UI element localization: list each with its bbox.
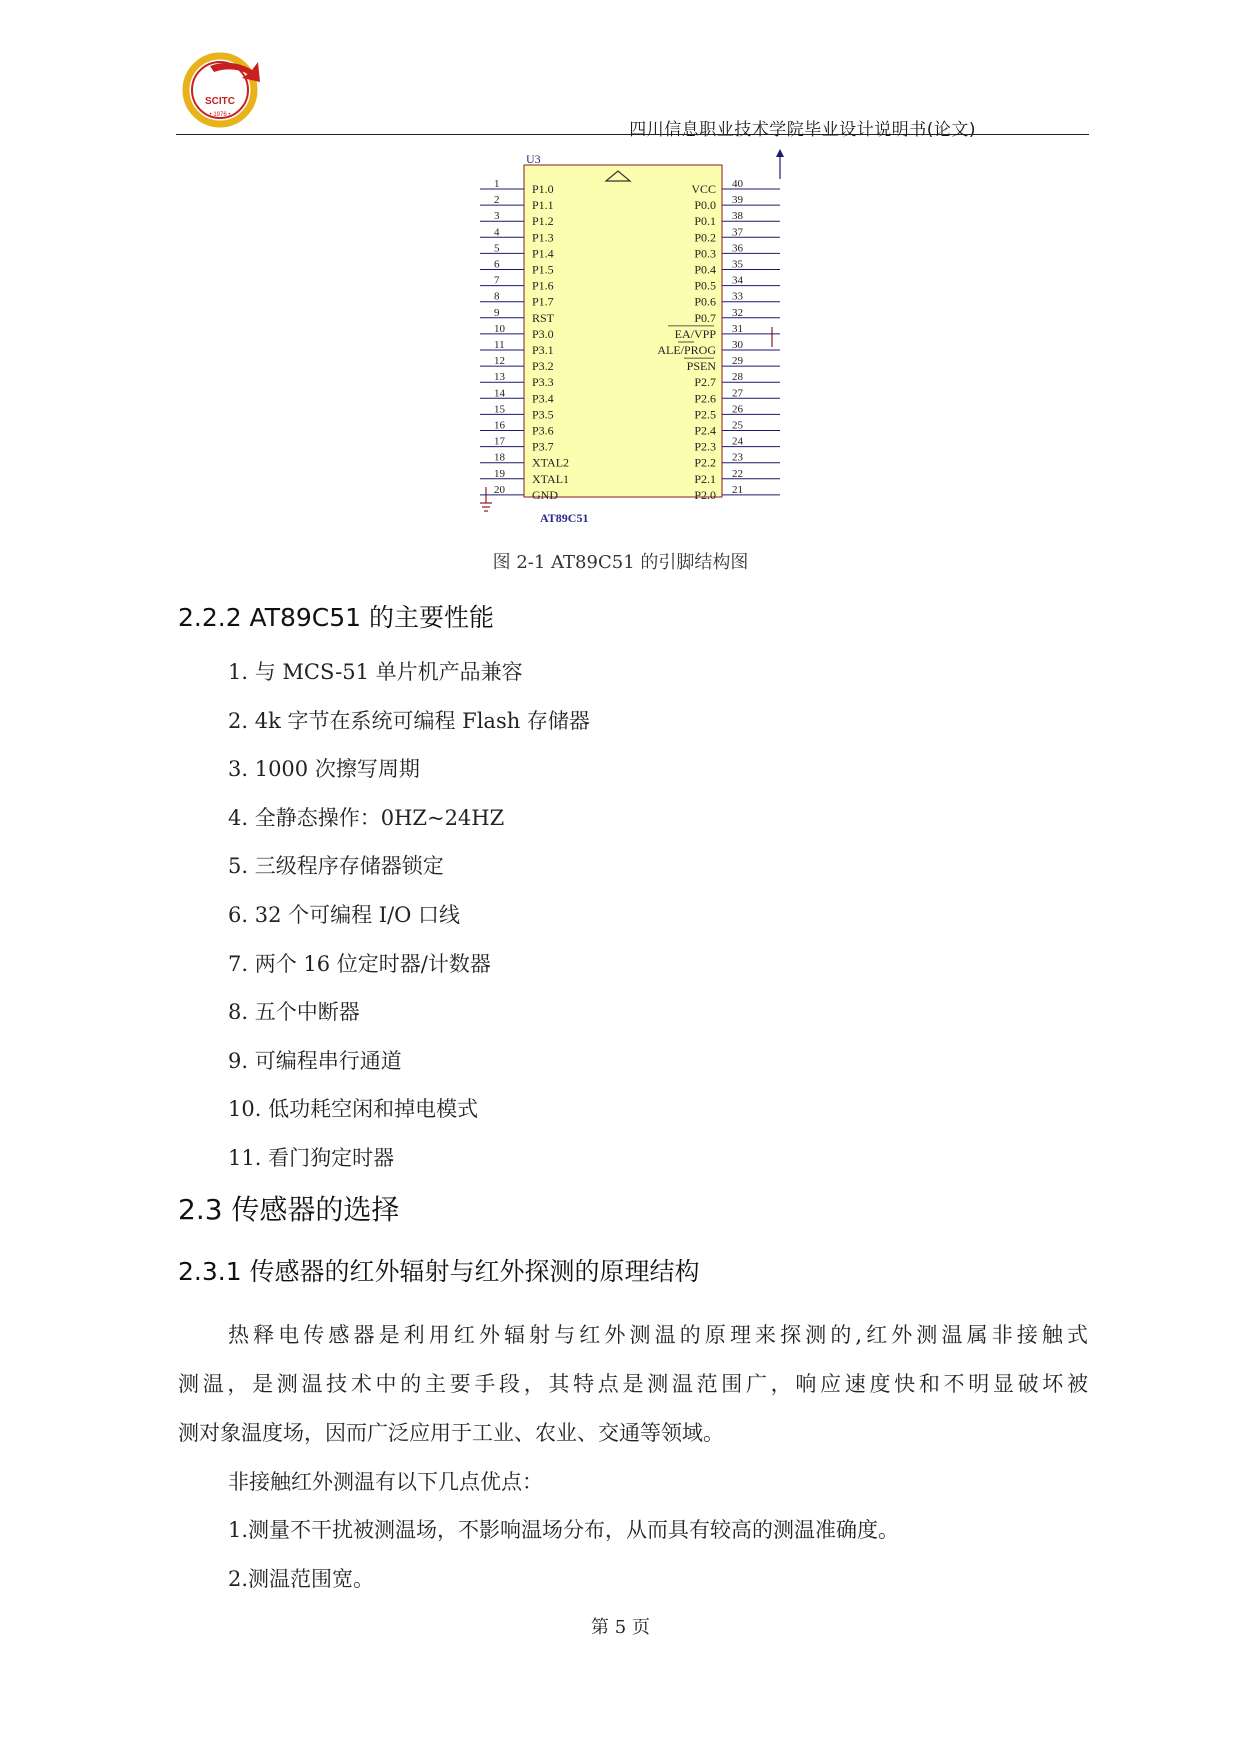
pin-number: 21 <box>732 483 743 496</box>
pin-name: RST <box>532 310 555 325</box>
pin-number: 24 <box>732 435 743 448</box>
pin-name: EA/VPP <box>674 326 716 341</box>
feature-item: 5. 三级程序存储器锁定 <box>228 854 444 879</box>
pin-number: 12 <box>494 355 505 368</box>
figure-caption: 图 2-1 AT89C51 的引脚结构图 <box>492 552 749 573</box>
feature-item: 8. 五个中断器 <box>228 1000 360 1025</box>
pin-number: 13 <box>494 371 505 384</box>
school-logo <box>180 48 266 128</box>
pin-name: P2.5 <box>694 407 716 422</box>
pin-name: P3.7 <box>532 439 554 454</box>
pin-number: 35 <box>732 258 743 271</box>
pin-number: 9 <box>494 306 500 319</box>
paragraph-line: 测对象温度场，因而广泛应用于工业、农业、交通等领域。 <box>178 1421 724 1445</box>
pin-number: 3 <box>494 210 500 223</box>
pin-name: P3.6 <box>532 423 554 438</box>
pin-number: 27 <box>732 387 743 400</box>
pin-name: P2.1 <box>694 471 716 486</box>
pin-number: 30 <box>732 339 743 351</box>
pin-name: P1.0 <box>532 182 554 196</box>
feature-item: 9. 可编程串行通道 <box>228 1048 402 1073</box>
svg-text:SCITC: SCITC <box>205 96 235 107</box>
pin-number: 34 <box>732 274 743 287</box>
pin-number: 29 <box>732 355 743 368</box>
pin-number: 16 <box>494 419 505 432</box>
pin-name: P3.4 <box>532 391 554 406</box>
paragraph-text: 非接触红外测温有以下几点优点： <box>228 1470 543 1494</box>
pin-name: P3.0 <box>532 326 554 341</box>
pin-name: P0.3 <box>694 246 716 261</box>
pin-name: P2.7 <box>694 375 716 390</box>
advantage-item: 1.测量不干扰被测温场，不影响温场分布，从而具有较高的测温准确度。 <box>228 1518 900 1542</box>
pin-name: P1.4 <box>532 246 554 261</box>
chip-name-label: AT89C51 <box>540 511 589 525</box>
pin-name: P1.3 <box>532 230 554 245</box>
pin-number: 37 <box>732 226 743 239</box>
svg-text:• 1976 •: • 1976 • <box>209 112 231 118</box>
pin-name: P1.5 <box>532 262 554 277</box>
pin-number: 33 <box>732 290 743 303</box>
pin-name: P0.5 <box>694 278 716 293</box>
section-heading-2-2-2: 2.2.2 AT89C51 的主要性能 <box>178 603 495 632</box>
pin-number: 8 <box>494 290 500 303</box>
feature-item: 1. 与 MCS-51 单片机产品兼容 <box>228 660 523 684</box>
pin-number: 2 <box>494 194 500 207</box>
pin-number: 32 <box>732 306 743 319</box>
pin-number: 38 <box>732 210 743 223</box>
pin-name: P0.1 <box>694 214 716 229</box>
pin-number: 19 <box>494 467 505 480</box>
pin-name: P2.6 <box>694 391 716 406</box>
pin-number: 11 <box>494 339 505 351</box>
pin-number: 4 <box>494 226 500 239</box>
paragraph-line: 测温，是测温技术中的主要手段，其特点是测温范围广，响应速度快和不明显破坏被 <box>178 1372 1088 1396</box>
pin-name: P3.1 <box>532 343 554 357</box>
section-heading-2-3-1: 2.3.1 传感器的红外辐射与红外探测的原理结构 <box>178 1257 700 1286</box>
pin-number: 18 <box>494 451 505 464</box>
pin-name: P2.3 <box>694 439 716 454</box>
feature-item: 3. 1000 次擦写周期 <box>228 757 420 782</box>
pin-name: VCC <box>691 182 716 196</box>
pin-name: P0.4 <box>694 262 716 277</box>
vcc-arrow-icon <box>776 149 784 157</box>
feature-item: 11. 看门狗定时器 <box>228 1146 395 1170</box>
pin-number: 15 <box>494 403 505 416</box>
pin-name: P3.3 <box>532 375 554 390</box>
pin-number: 10 <box>494 322 505 335</box>
pin-name: P0.2 <box>694 230 716 245</box>
pin-number: 22 <box>732 467 743 480</box>
header-divider <box>176 134 1089 135</box>
pin-name: P1.6 <box>532 278 554 293</box>
pin-name: P1.1 <box>532 198 554 213</box>
pin-number: 6 <box>494 258 500 271</box>
pin-name: P1.7 <box>532 294 554 309</box>
pin-number: 28 <box>732 371 743 384</box>
pin-number: 23 <box>732 451 743 464</box>
pin-name: P3.5 <box>532 407 554 422</box>
feature-item: 2. 4k 字节在系统可编程 Flash 存储器 <box>228 708 590 733</box>
pin-name: PSEN <box>686 359 716 374</box>
pin-name: P0.6 <box>694 294 716 309</box>
feature-item: 4. 全静态操作：0HZ~24HZ <box>228 805 505 830</box>
feature-item: 10. 低功耗空闲和掉电模式 <box>228 1097 479 1122</box>
paragraph-line: 热释电传感器是利用红外辐射与红外测温的原理来探测的,红外测温属非接触式 <box>228 1323 1088 1347</box>
pin-number: 5 <box>494 242 500 255</box>
at89c51-pin-diagram <box>478 147 788 530</box>
pin-number: 40 <box>732 178 743 190</box>
pin-number: 1 <box>494 178 500 190</box>
pin-name: P1.2 <box>532 214 554 229</box>
chip-ref-label: U3 <box>526 152 541 166</box>
pin-name: P0.0 <box>694 198 716 213</box>
pin-name: P2.0 <box>694 487 716 502</box>
section-heading-2-3: 2.3 传感器的选择 <box>178 1193 400 1226</box>
pin-number: 31 <box>732 322 743 335</box>
pin-number: 36 <box>732 242 743 255</box>
pin-number: 25 <box>732 419 743 432</box>
pin-number: 14 <box>494 387 505 400</box>
pin-name: P0.7 <box>694 310 716 325</box>
pin-name: P2.4 <box>694 423 716 438</box>
pin-name: XTAL2 <box>532 455 570 470</box>
advantage-item: 2.测温范围宽。 <box>228 1567 375 1591</box>
pin-number: 20 <box>494 483 505 496</box>
pin-name: P2.2 <box>694 455 716 470</box>
pin-name: ALE/PROG <box>657 343 716 357</box>
pin-number: 26 <box>732 403 743 416</box>
pin-name: P3.2 <box>532 359 554 374</box>
pin-number: 17 <box>494 435 505 448</box>
pin-name: XTAL1 <box>532 471 570 486</box>
pin-diagram-figure <box>478 147 788 530</box>
header-title: 四川信息职业技术学院毕业设计说明书(论文) <box>629 120 976 140</box>
pin-number: 39 <box>732 194 743 207</box>
pin-name: GND <box>532 487 558 502</box>
pin-number: 7 <box>494 274 500 287</box>
feature-item: 6. 32 个可编程 I/O 口线 <box>228 903 461 927</box>
page-number: 第 5 页 <box>591 1617 650 1638</box>
feature-item: 7. 两个 16 位定时器/计数器 <box>228 951 491 976</box>
